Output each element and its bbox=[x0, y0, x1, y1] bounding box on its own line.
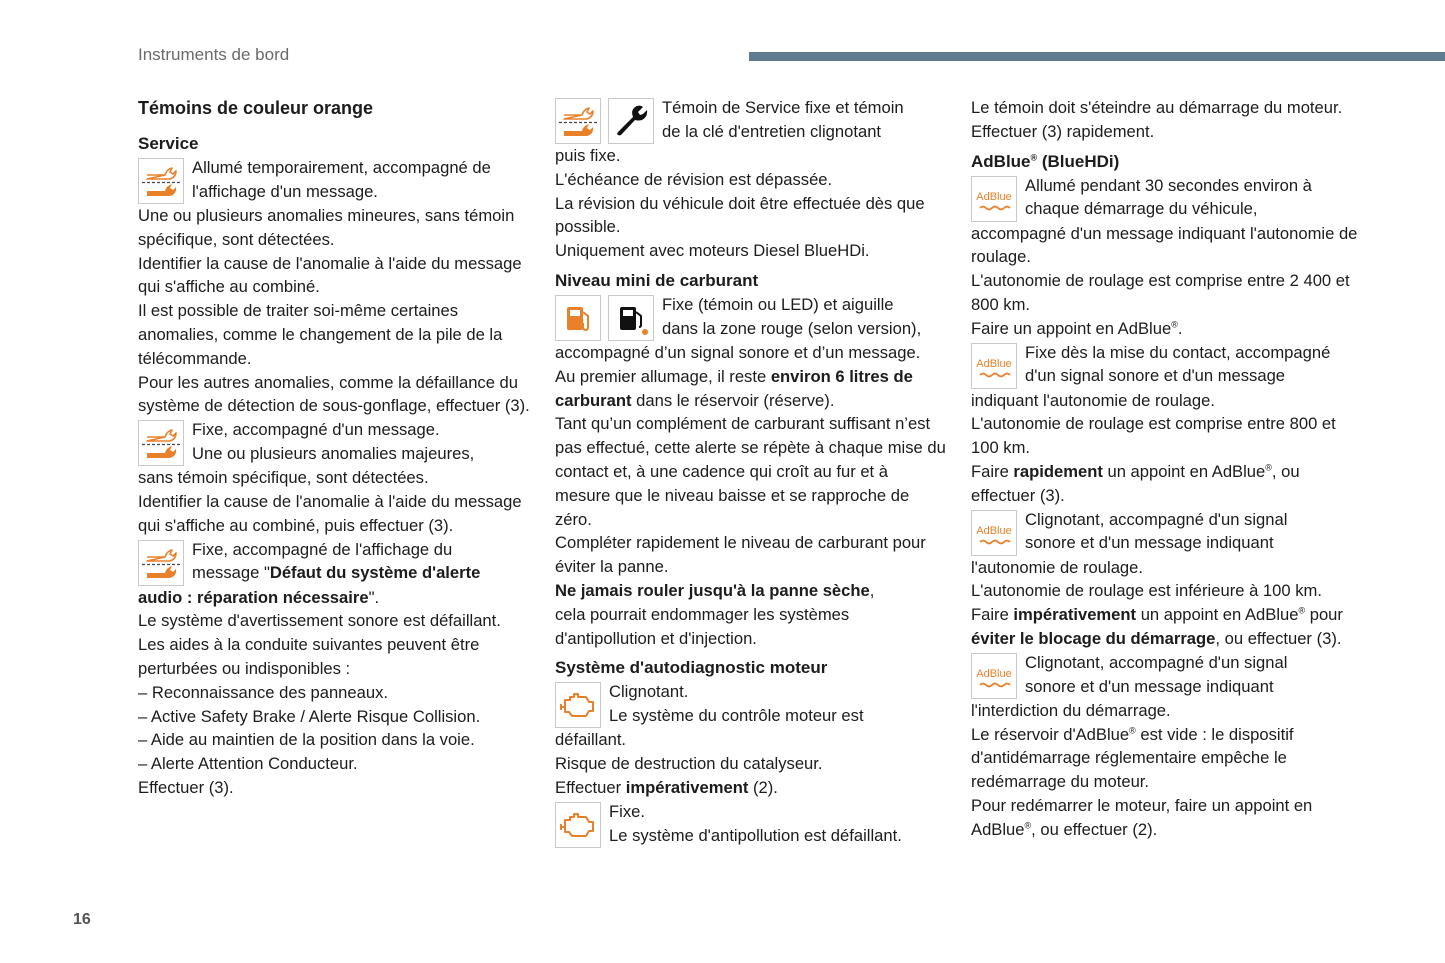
list-item: – Aide au maintien de la position dans la voie. bbox=[138, 730, 475, 750]
engine-icon bbox=[555, 682, 601, 728]
text-line: Fixe, accompagné de l'affichage du bbox=[192, 539, 453, 559]
header-title: Instruments de bord bbox=[138, 45, 290, 64]
text-line: dans la zone rouge (selon version), bbox=[662, 318, 922, 338]
text-line: d'un signal sonore et d'un message bbox=[1025, 366, 1286, 386]
paragraph: La révision du véhicule doit être effectuée dès que possible. bbox=[555, 193, 925, 237]
wrench-icon bbox=[608, 98, 654, 144]
paragraph: Compléter rapidement le niveau de carburant pour éviter la panne. bbox=[555, 533, 926, 577]
paragraph: accompagné d'un message indiquant l'autonomie de roulage. bbox=[971, 223, 1358, 267]
paragraph: Faire rapidement un appoint en AdBlue®, ou effectuer (3). bbox=[971, 461, 1300, 505]
text-line: Témoin de Service fixe et témoin bbox=[662, 98, 904, 117]
paragraph: Les aides à la conduite suivantes peuvent être perturbées ou indisponibles : bbox=[138, 635, 480, 678]
paragraph: L'autonomie de roulage est comprise entre 2 400 et 800 km. bbox=[971, 271, 1350, 314]
service-icon bbox=[555, 98, 601, 144]
paragraph: L'autonomie de roulage est comprise entre 800 et 100 km. bbox=[971, 414, 1336, 458]
svg-text:AdBlue: AdBlue bbox=[976, 667, 1012, 680]
paragraph: défaillant. bbox=[555, 730, 627, 750]
service-block-2 bbox=[138, 418, 530, 466]
paragraph: Effectuer (3) rapidement. bbox=[971, 121, 1155, 141]
service-block-1 bbox=[138, 156, 530, 204]
paragraph: puis fixe. bbox=[555, 146, 621, 165]
paragraph: Tant qu’un complément de carburant suffisant n’est pas effectué, cette alerte se répète à chaque mise du contact et, à une cadence qui croît au fur et à mesure que le niveau baisse et se rapproche de zéro. bbox=[555, 414, 946, 529]
paragraph: sans témoin spécifique, sont détectées. bbox=[138, 468, 429, 488]
service-title: Service bbox=[138, 134, 199, 153]
paragraph: accompagné d’un signal sonore et d’un message. bbox=[555, 342, 921, 362]
paragraph: L'autonomie de roulage est inférieure à 100 km. bbox=[971, 581, 1322, 601]
column-1 bbox=[138, 96, 530, 800]
text-line: Clignotant. bbox=[609, 682, 689, 702]
paragraph: Effectuer impérativement (2). bbox=[555, 777, 778, 797]
paragraph: Une ou plusieurs anomalies mineures, sans témoin spécifique, sont détectées. bbox=[138, 206, 515, 249]
paragraph: Faire impérativement un appoint en AdBlue® pour éviter le blocage du démarrage, ou effectuer (3). bbox=[971, 605, 1343, 648]
text-line: Fixe, accompagné d'un message. bbox=[192, 420, 440, 440]
text-line: Fixe (témoin ou LED) et aiguille bbox=[662, 294, 894, 314]
svg-text:AdBlue: AdBlue bbox=[976, 190, 1012, 203]
paragraph: l'autonomie de roulage. bbox=[971, 557, 1143, 577]
list-item: – Alerte Attention Conducteur. bbox=[138, 754, 358, 774]
service-block-3 bbox=[138, 538, 530, 586]
service-icon bbox=[138, 420, 184, 466]
fuel-block bbox=[555, 293, 947, 341]
adblue-block-1 bbox=[971, 174, 1363, 222]
paragraph: Identifier la cause de l'anomalie à l'aide du message qui s'affiche au combiné. bbox=[138, 253, 522, 297]
paragraph: Faire un appoint en AdBlue®. bbox=[971, 318, 1183, 338]
engine-title: Système d'autodiagnostic moteur bbox=[555, 658, 828, 678]
text-line: l'affichage d'un message. bbox=[192, 181, 378, 201]
paragraph: Effectuer (3). bbox=[138, 777, 234, 797]
service-key-block bbox=[555, 96, 947, 144]
svg-text:AdBlue: AdBlue bbox=[976, 357, 1012, 370]
service-icon bbox=[138, 540, 184, 586]
column-2 bbox=[555, 96, 947, 848]
adblue-icon bbox=[971, 176, 1017, 222]
list-item: – Active Safety Brake / Alerte Risque Collision. bbox=[138, 706, 481, 726]
text-line: sonore et d'un message indiquant bbox=[1025, 676, 1274, 696]
paragraph: Le système d'avertissement sonore est défaillant. bbox=[138, 611, 501, 631]
fuel-pump-led-icon bbox=[608, 295, 654, 341]
engine-icon bbox=[555, 802, 601, 848]
text-line: Fixe dès la mise du contact, accompagné bbox=[1025, 342, 1331, 362]
fuel-pump-orange-icon bbox=[555, 295, 601, 341]
paragraph: Uniquement avec moteurs Diesel BlueHDi. bbox=[555, 241, 870, 261]
list-item: – Reconnaissance des panneaux. bbox=[138, 682, 389, 702]
paragraph: cela pourrait endommager les systèmes d'antipollution et d'injection. bbox=[555, 604, 850, 648]
paragraph: l'interdiction du démarrage. bbox=[971, 700, 1171, 720]
text-line: Le système du contrôle moteur est bbox=[609, 706, 864, 726]
text-line: Clignotant, accompagné d'un signal bbox=[1025, 509, 1288, 529]
paragraph: audio : réparation nécessaire". bbox=[138, 587, 380, 607]
page-number: 16 bbox=[73, 911, 91, 928]
text-line: Une ou plusieurs anomalies majeures, bbox=[192, 443, 475, 463]
service-icon bbox=[138, 158, 184, 204]
paragraph: Pour redémarrer le moteur, faire un appoint en AdBlue®, ou effectuer (2). bbox=[971, 795, 1313, 839]
paragraph: Ne jamais rouler jusqu'à la panne sèche, bbox=[555, 580, 875, 600]
adblue-icon bbox=[971, 510, 1017, 556]
section-heading: Témoins de couleur orange bbox=[138, 98, 374, 118]
header-bar bbox=[749, 52, 1445, 61]
adblue-title: AdBlue® (BlueHDi) bbox=[971, 151, 1120, 171]
svg-text:AdBlue: AdBlue bbox=[976, 524, 1012, 537]
paragraph: Le témoin doit s'éteindre au démarrage du moteur. bbox=[971, 98, 1343, 117]
text-line: Le système d'antipollution est défaillant. bbox=[609, 825, 902, 845]
paragraph: Il est possible de traiter soi-même certaines anomalies, comme le changement de la pile de la télécommande. bbox=[138, 301, 503, 368]
text-line: message "Défaut du système d'alerte bbox=[192, 563, 481, 583]
engine-block-2 bbox=[555, 800, 947, 848]
text-line: chaque démarrage du véhicule, bbox=[1025, 199, 1258, 219]
text-line: Clignotant, accompagné d'un signal bbox=[1025, 652, 1288, 672]
adblue-icon bbox=[971, 653, 1017, 699]
paragraph: Identifier la cause de l'anomalie à l'aide du message qui s'affiche au combiné, puis effectuer (3). bbox=[138, 491, 522, 535]
paragraph: Le réservoir d'AdBlue® est vide : le dispositif d'antidémarrage réglementaire empêche le redémarrage du moteur. bbox=[971, 724, 1294, 792]
text-line: de la clé d'entretien clignotant bbox=[662, 121, 882, 141]
paragraph: Risque de destruction du catalyseur. bbox=[555, 754, 823, 774]
paragraph: indiquant l'autonomie de roulage. bbox=[971, 390, 1215, 410]
adblue-block-2 bbox=[971, 341, 1363, 389]
fuel-title: Niveau mini de carburant bbox=[555, 270, 759, 290]
adblue-block-4 bbox=[971, 651, 1363, 699]
adblue-block-3 bbox=[971, 508, 1363, 556]
paragraph: L'échéance de révision est dépassée. bbox=[555, 169, 833, 189]
text-line: Allumé pendant 30 secondes environ à bbox=[1025, 175, 1312, 195]
engine-block-1 bbox=[555, 680, 947, 728]
text-line: Allumé temporairement, accompagné de bbox=[192, 158, 491, 177]
adblue-icon bbox=[971, 343, 1017, 389]
text-line: sonore et d'un message indiquant bbox=[1025, 533, 1274, 553]
text-line: Fixe. bbox=[609, 801, 645, 821]
paragraph: Pour les autres anomalies, comme la défaillance du système de détection de sous-gonflage, effectuer (3). bbox=[138, 372, 530, 416]
paragraph: Au premier allumage, il reste environ 6 litres de carburant dans le réservoir (réserve). bbox=[555, 366, 913, 410]
column-3 bbox=[971, 96, 1363, 842]
